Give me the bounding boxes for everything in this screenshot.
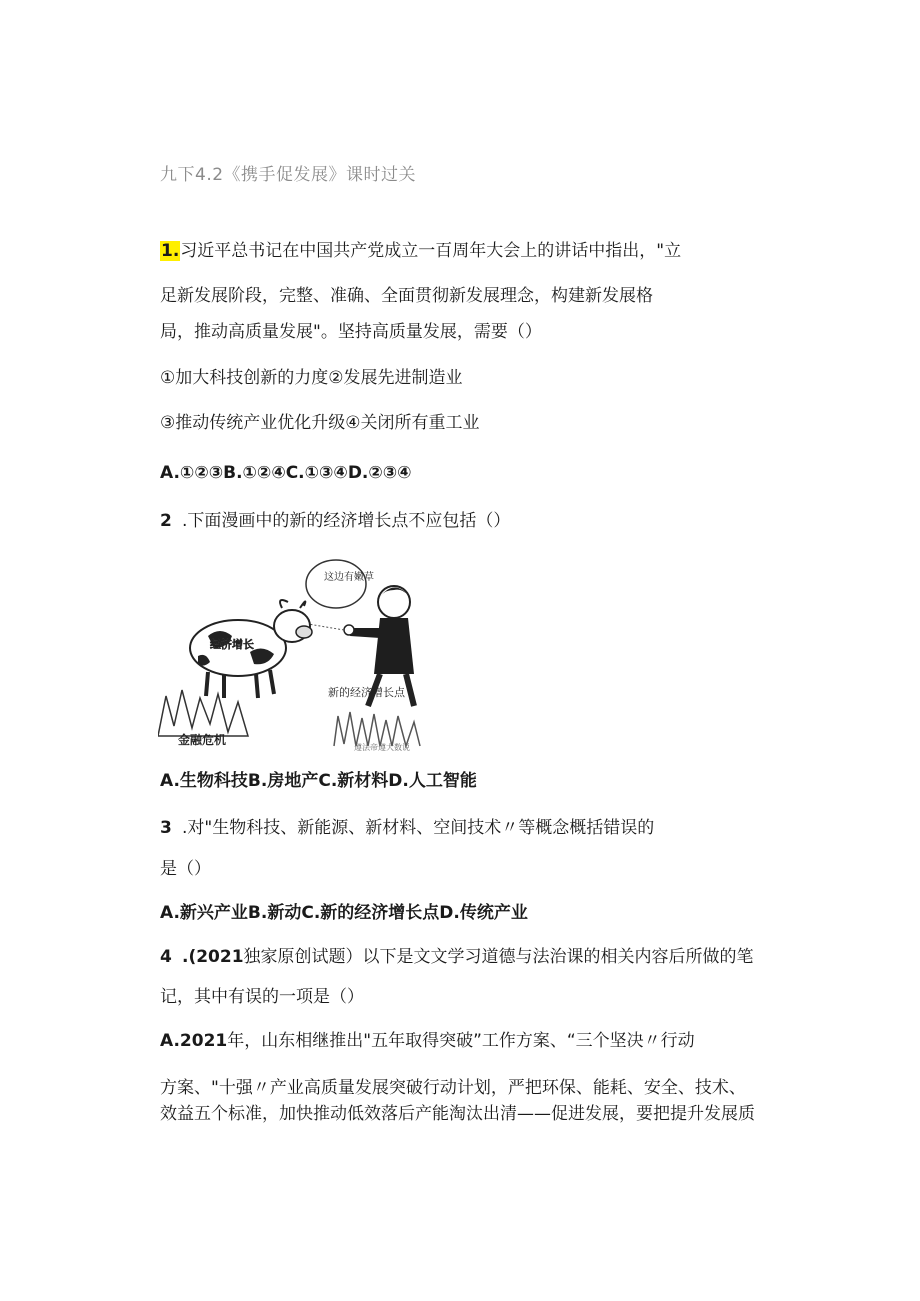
q1-text-line1: 习近平总书记在中国共产党成立一百周年大会上的讲话中指出，"立 [180, 241, 682, 261]
q1-item-1-2: ①加大科技创新的力度②发展先进制造业 [160, 368, 463, 388]
leash-line [308, 624, 344, 630]
q1-item-3-4: ③推动传统产业优化升级④关闭所有重工业 [160, 413, 480, 433]
q2-text: .下面漫画中的新的经济增长点不应包括（） [182, 511, 511, 531]
new-growth-label: 新的经济增长点 [328, 686, 405, 699]
q3-line2: 是（） [160, 859, 211, 879]
new-growth-grass [334, 712, 420, 746]
q2-line [160, 510, 510, 532]
q3-text-line1: .对"生物科技、新能源、新材料、空间技术〃等概念概括错误的 [182, 818, 655, 838]
crisis-label: 金融危机 [178, 733, 227, 747]
economy-cartoon-image [158, 556, 440, 756]
watermark-stamp: 遵法帝遵大数说 [354, 743, 410, 752]
man-head [378, 586, 410, 618]
q2-options: A.生物科技B.房地产C.新材料D.人工智能 [160, 771, 477, 791]
q1-number: 1. [161, 241, 180, 261]
q3-options: A.新兴产业B.新动C.新的经济增长点D.传统产业 [160, 903, 528, 923]
q4-year: .(2021 [182, 947, 244, 967]
q4-line2: 记，其中有误的一项是（） [160, 987, 364, 1007]
q4-optionA-label: A.2021 [160, 1031, 228, 1051]
doc-title: 九下4.2《携手促发展》课时过关 [160, 165, 417, 185]
q1-options: A.①②③B.①②④C.①③④D.②③④ [160, 463, 412, 483]
q3-line1 [160, 817, 654, 839]
q4-text-line1: 独家原创试题）以下是文文学习道德与法治课的相关内容后所做的笔 [243, 947, 754, 967]
q1-line2: 足新发展阶段，完整、准确、全面贯彻新发展理念，构建新发展格 [160, 286, 653, 306]
q1-line1 [160, 240, 681, 262]
q3-number: 3 [160, 818, 172, 838]
q4-number: 4 [160, 947, 172, 967]
q2-number: 2 [160, 511, 172, 531]
speech-bubble-text: 这边有嫩草 [324, 572, 374, 583]
q4-optionA-line3: 效益五个标准，加快推动低效落后产能淘汰出清——促进发展，要把提升发展质 [160, 1104, 755, 1124]
q4-line1 [160, 946, 754, 968]
crisis-mountains [158, 690, 248, 736]
q4-optionA-text: 年，山东相继推出"五年取得突破”工作方案、“三个坚决〃行动 [227, 1031, 695, 1051]
man-hand [344, 625, 354, 635]
man-body [374, 618, 414, 674]
speech-bubble [306, 560, 366, 608]
q4-optionA-line2: 方案、"十强〃产业高质量发展突破行动计划，严把环保、能耗、安全、技术、 [160, 1078, 746, 1098]
q4-optionA-line1 [160, 1030, 695, 1052]
q1-line3: 局，推动高质量发展"。坚持高质量发展，需要（） [160, 322, 542, 342]
cow-label: 经济增长 [210, 638, 254, 651]
cow-ear [280, 600, 305, 608]
cow-snout [296, 626, 312, 638]
